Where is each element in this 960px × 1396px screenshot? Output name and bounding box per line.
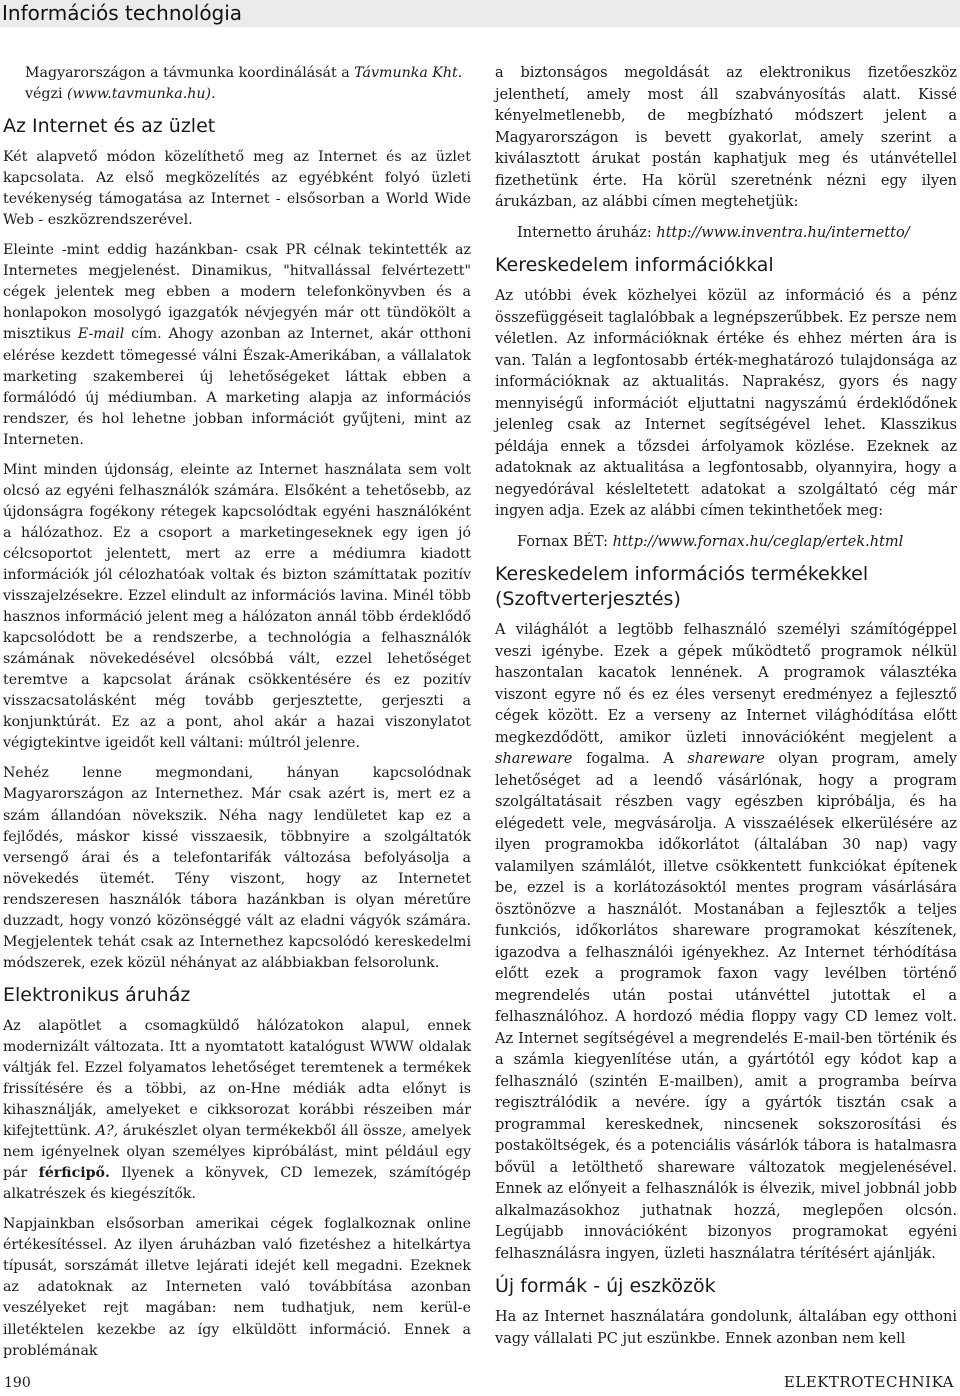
page-number: 190 bbox=[4, 1375, 31, 1391]
magazine-name: ELEKTROTECHNIKA bbox=[783, 1373, 954, 1391]
paragraph: a biztonságos megoldását az elektronikus fizetőeszköz jelenthetí, amely most áll szabványosítás alatt. Kissé kényelmetlenebb, de megbízható módszert jelent a Magyarországon is bevett gyakorlat, amely szerint a kiválasztott árukat postán kaphatjuk meg és utánvétellel fizethetünk érte. Ha körül szeretnénk nézni egy ilyen árukázban, az alábbi címen megtehetjük: bbox=[495, 65, 957, 210]
header-title: Információs technológia bbox=[2, 1, 243, 25]
text-run: Eleinte -mint eddig hazánkban- csak PR célnak tekintették az Internetes megjelenést. Dinamikus, "hitvallással felvértezett" cégek jelentek meg ebben a modern telefonkönyvben és a honlapokon mosolygó igazgatók névjegyén már ott tündökölt a misztikus bbox=[3, 242, 471, 343]
text-run: fogalma. A bbox=[572, 751, 688, 767]
text-run: Magyarországon a távmunka koordinálását a bbox=[25, 65, 355, 81]
paragraph bbox=[495, 620, 957, 1265]
internetto-link bbox=[495, 223, 957, 245]
text-run: olyan program, amely lehetőséget ad a leendő vásárlónak, hogy a program szolgáltatásait részben vagy egészben kipróbálja, és ha elégedett vele, megvásárolja. A visszaélések elkerülésére az ilyen programokba időkorlátot (általában 30 nap) vagy valamilyen számlálót, illetve csökkentett funkciókat építenek be, ezzel is a korlátozásoktól mentes program vásárlására ösztönözve a használót. Mostanában a fejlesztők a teljes funkciós, időkorlátos shareware programokat készítenek, igazodva a felhasználói igényekhez. Az Internet térhódítása előtt ezek a programok faxon vagy levélben történő megrendelés után postai utánvéttel jutottak el a felhasználóhoz. A hordozó média floppy vagy CD lemez volt. Az Internet segítségével a megrendelés E-mail-ben történik és a számla kiegyenlítése után, a gyártótól egy kódot kap a felhasználó (szintén E-mailben), amit a programba beírva regisztrálódik a nevére. így a gyártók tisztán csak a programmal kereskednek, nincsenek sokszorosítási és postaköltségek, és a potenciális vásárlók tábora is hatalmasra bővül a letölthető shareware változatok megjelenésével. Ennek az előnyeit a felhasználók is élvezik, mivel jobbnál jobb alkalmazásokhoz juthatnak hozzá, meglepően olcsón. Legújabb innovációként bizonyos programokat egyéni felhasználásra ingyen, üzleti használatra térítésért ajánlják. bbox=[495, 751, 957, 1262]
paragraph bbox=[3, 240, 471, 450]
running-header bbox=[0, 0, 960, 27]
paragraph: Nehéz lenne megmondani, hányan kapcsolódnak Magyarországon az Internethez. Már csak azért is, mert ez a szám állandóan növekszik. Néha nagy lendületet kap ez a fejlődés, máskor kissé visszaesik, többnyire a szolgáltatók versengő árai és a telefontarifák változása befolyásolja a növekedés ütemét. Tény viszont, hogy az Internetet rendszeresen használók tábora hazánkban is olyan méretűre duzzadt, hogy vonzó közönséggé vált az eladni vágyók számára. Megjelentek tehát csak az Internethez kapcsolódó kereskedelmi módszerek, ezek közül néhányat az alábbiakban felsorolunk. bbox=[3, 765, 471, 971]
url-text: (www.tavmunka.hu). bbox=[67, 86, 216, 103]
shareware-term: shareware bbox=[495, 751, 573, 767]
link-url: http://www.inventra.hu/internetto/ bbox=[656, 224, 910, 241]
left-column bbox=[3, 63, 471, 1362]
fornax-link bbox=[495, 532, 957, 554]
heading-kereskedelem-informaciokkal: Kereskedelem információkkal bbox=[495, 254, 774, 276]
heading-szoftverterjesztes: Kereskedelem információs termékekkel (Szoftverterjesztés) bbox=[495, 563, 869, 610]
text-run: cím. Ahogy azonban az Internet, akár otthoni elérése kezdett tömegessé válni Észak-Amerikában, a vállalatok marketing szakemberei új lehetőségeket láttak ebben a formálódó új médiumban. A marketing alapja az információs rendszer, és hol lehetne jobban információt gyűjteni, mint az Interneten. bbox=[3, 326, 471, 448]
paragraph bbox=[3, 1016, 471, 1205]
text-run: férficipő. bbox=[38, 1165, 110, 1182]
heading-elektronikus-aruhaz: Elektronikus áruház bbox=[3, 983, 191, 1006]
paragraph: Mint minden újdonság, eleinte az Internet használata sem volt olcsó az egyéni felhasználók számára. Elsőként a tehetősebb, az újdonságra fogékony rétegek kapcsolódtak egyéni használóként a hálózathoz. Ez a csoport a marketingeseknek egy igen jó célcsoportot jelentett, mert az erre a médiumra kiadott információk jól célozhatóak voltak és bizton számíttatak pozitív visszajelzésekre. Ezzel elindult az információs lavina. Minél több hasznos információ jelent meg a hálózaton annál több érdeklődő kapcsolódott be a rendszerbe, a technológia a felhasználók számának növekedésével olcsóbbá vált, ezzel lehetőséget teremtve a kapcsolat árának csökkentésére és ez pozitív visszacsatolásként még tovább gerjesztette, gerjeszti a konjunktúrát. Ez az a pont, ahol akár a hazai viszonylatot végigtekintve igeidőt kell váltani: múltról jelenre. bbox=[3, 461, 471, 752]
link-label: Fornax BÉT: bbox=[517, 533, 613, 550]
text-run: Ilyenek a könyvek, CD lemezek, számítógép alkatrészek és kiegészítők. bbox=[3, 1165, 471, 1203]
text-run: árukészlet olyan termékekből áll össze, amelyek nem igényelnek olyan személyes kipróbálást, mint például egy pár bbox=[3, 1123, 471, 1182]
text-run: A világhálót a legtöbb felhasználó személyi számítógéppel veszi igénybe. Ezek a gépek működtető programok nélkül haszontalan kacatok lennének. A programok választéka viszont egyre nő és ez éles versenyt eredményez a fejlesztő cégek között. Ez a verseny az Internet világhódítása előtt megkezdődött, amikor üzleti innovációként megjelent a bbox=[495, 622, 957, 746]
text-run: A?, bbox=[95, 1123, 119, 1140]
link-label: Internetto áruház: bbox=[517, 224, 657, 241]
text-run: végzi bbox=[25, 86, 68, 103]
paragraph: Napjainkban elsősorban amerikai cégek foglalkoznak online értékesítéssel. Az ilyen áruházban való fizetéshez a hitelkártya típusát, sorszámát illetve lejárati idejét kell megadni. Ezeknek az adatoknak az Interneten való továbbítása azonban veszélyeket rejt magában: nem tudhatjuk, nem kerül-e illetéktelen kezekbe az így elküldött információ. Ennek a problémának bbox=[3, 1216, 471, 1359]
paragraph: Ha az Internet használatára gondolunk, általában egy otthoni vagy vállalati PC jut eszünkbe. Ennek azonban nem kell bbox=[495, 1309, 957, 1347]
link-url: http://www.fornax.hu/ceglap/ertek.html bbox=[612, 533, 904, 550]
paragraph-tavmunka bbox=[3, 63, 471, 105]
heading-internet-uzlet: Az Internet és az üzlet bbox=[3, 115, 216, 138]
heading-uj-formak: Új formák - új eszközök bbox=[495, 1275, 716, 1297]
text-run: Az alapötlet a csomagküldő hálózatokon alapul, ennek modernizált változata. Itt a nyomtatott katalógust WWW oldalak váltják fel. Ezzel folyamatos lehetőséget teremtenek a termékek frissítésére és a többi, az on-Hne médiák adta előnyt is kihasználják, amelyeket e cikksorozat korábbi részeiben már kifejtettünk. bbox=[3, 1017, 471, 1140]
company-name: Távmunka Kht. bbox=[354, 65, 463, 81]
right-column bbox=[495, 63, 957, 1350]
email-term: E-mail bbox=[77, 326, 125, 343]
paragraph: Két alapvető módon közelíthető meg az Internet és az üzlet kapcsolata. Az első megközelítés az egyébként folyó üzleti tevékenység támogatása az Internet - elsősorban a World Wide Web - eszközrendszerével. bbox=[3, 149, 471, 229]
shareware-term: shareware bbox=[687, 751, 765, 767]
paragraph: Az utóbbi évek közhelyei közül az információ és a pénz összefüggéseit taglalóbbak a legnépszerűbbek. Ez persze nem véletlen. Az információknak értéke és ehhez mérten ára is van. Talán a legfontosabb érték-meghatározó tulajdonsága az információknak az aktualitás. Naprakész, gyors és nagy mennyiségű információt eljuttatni nagyszámú érdeklődőnek jelenleg csak az Internet segítségével lehet. Klasszikus példája ennek a tőzsdei árfolyamok közlése. Ezeknek az adatoknak az aktualitása a legfontosabb, olyannyira, hogy a negyedórával késleltetett adatokat a szolgáltató cég már ingyen adja. Ezek az alábbi címen tekinthetőek meg: bbox=[495, 288, 957, 519]
